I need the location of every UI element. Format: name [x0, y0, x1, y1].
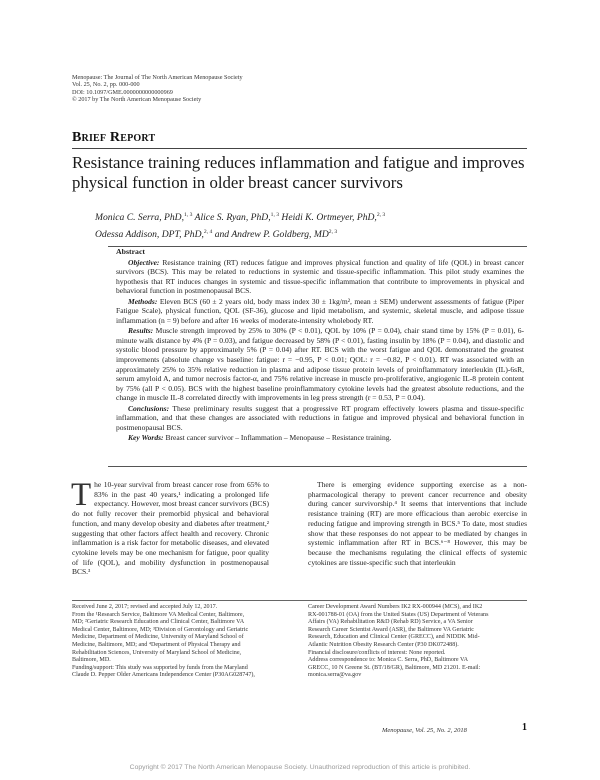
- body-text: he 10-year survival from breast cancer rose from 65% to 83% in the past 40 years,¹ indicating a prolonged life expectancy. However, most breast cancer survivors (BCS) do not fully recover their premorbid physical and behavioral function, and many develop obesity and diabetes after treatment,² suggesting that other factors affect health and recovery. Chronic inflammation is a risk factor for metabolic diseases, and elevated cytokine levels may be one mechanism for fatigue, poor quality of life (QOL), and mobility dysfunction in postmenopausal BCS.³: [72, 480, 269, 577]
- methods-label: Methods:: [128, 296, 158, 306]
- objective-text: Resistance training (RT) reduces fatigue and improves physical function and quality of life (QOL) in breast cancer survivors (BCS). This may be related to reductions in systemic and tissue-specific inflammation. This pilot study examines the hypothesis that RT induces changes in systemic and tissue-specific inflammation that contribute to improvements in physical and behavioral function in postmenopausal BCS.: [116, 257, 524, 296]
- footnote-line: MD; ²Geriatric Research Education and Clinical Center, Baltimore VA: [72, 619, 245, 626]
- abstract-keywords: [116, 433, 524, 443]
- conclusions-label: Conclusions:: [128, 403, 170, 413]
- abstract-methods: [116, 297, 524, 326]
- author-name: Alice S. Ryan, PhD,: [192, 212, 271, 224]
- footnote-line: Medicine, Baltimore, MD; and ⁴Department of Physical Therapy and: [72, 641, 241, 648]
- footnote-line: monica.serra@va.gov: [308, 672, 362, 679]
- author-name: Heidi K. Ortmeyer, PhD,: [279, 212, 377, 224]
- title-line: physical function in older breast cancer survivors: [72, 172, 403, 192]
- author-affiliation: 2, 3: [328, 229, 338, 236]
- footnote-line: Address correspondence to: Monica C. Serra, PhD, Baltimore VA: [308, 657, 469, 664]
- footnote-line: Medicine, Department of Medicine, University of Maryland School of: [72, 634, 244, 641]
- author-affiliation: 1, 3: [184, 212, 193, 218]
- divider: [72, 600, 527, 601]
- section-label: Brief Report: [72, 130, 156, 145]
- keywords-label: Key Words:: [128, 433, 164, 443]
- body-column-left: [71, 477, 269, 577]
- footnotes-right: [308, 604, 530, 680]
- footnote-line: Claude D. Pepper Older Americans Independence Center (P30AG028747),: [72, 672, 255, 679]
- journal-info-line: Vol. 25, No. 2, pp. 000-000: [72, 81, 140, 89]
- article-title: [72, 153, 532, 192]
- body-text: There is emerging evidence supporting exercise as a non- pharmacological therapy to prevent cancer recurrence and obesity during cancer survivorship.⁴ It seems that interventions that include resistance training (RT) are more efficacious than aerobic exercise in reducing fatigue and improving strength in BCS.⁵ To date, most studies show that these responses do not appear to be mediated by changes in systemic inflammation after RT in BCS.⁶⁻⁸ However, this may be because the mechanisms regulating the clinical effects of systemic cytokines are tissue-specific such that interleukin: [308, 480, 527, 567]
- footnote-line: Career Development Award Numbers IK2 RX-000944 (MCS), and IK2: [308, 604, 483, 610]
- results-text: Muscle strength improved by 25% to 30% (P < 0.01), QOL by 10% (P = 0.04), chair stand time by 15% (P = 0.01), 6-minute walk distance by 4% (P = 0.03), and fatigue decreased by 58% (P < 0.01), fasting insulin by 18% (P = 0.04), and diastolic and systolic blood pressure by approximately 5% (P = 0.04) after RT. BCS with the worst fatigue and QOL demonstrated the greatest improvements (absolute change vs baseline: fatigue: r = −0.95, P < 0.01; QOL: r = −0.82, P < 0.01). RT was associated with an approximately 25% to 35% relative reduction in plasma and adipose tissue protein levels of proinflammatory interleukin (IL)-6sR, serum amyloid A, and tumor necrosis factor-α, and 75% relative increase in muscle pro-proliferative, angiogenic IL-8 protein content by 75% (all P < 0.05). BCS with the highest baseline proinflammatory cytokine levels had the greatest absolute reductions, and the change in muscle IL-8 correlated directly with improvements in leg press strength (r = 0.53, P = 0.04).: [116, 326, 525, 403]
- abstract-heading: Abstract: [116, 247, 146, 256]
- copyright-notice: Copyright © 2017 The North American Menopause Society. Unauthorized reproduction of this article is prohibited.: [129, 764, 471, 771]
- journal-info-line: DOI: 10.1097/GME.0000000000000969: [72, 88, 173, 96]
- journal-info: [72, 74, 372, 103]
- divider: [108, 466, 527, 467]
- body-column-right: [308, 480, 527, 567]
- footnote-line: Affairs (VA) Rehabilitation R&D (Rehab RD) Service, a VA Senior: [308, 619, 473, 626]
- footnote-line: RX-001788-01 (OA) from the United States (US) Department of Veterans: [308, 611, 489, 618]
- divider: [72, 148, 527, 149]
- footer-journal: Menopause, Vol. 25, No. 2, 2018: [382, 727, 467, 734]
- footnote-line: Rehabilitation Sciences, University of Maryland School of Medicine,: [72, 649, 242, 656]
- author-affiliation: 1, 3: [270, 212, 280, 218]
- drop-cap: T: [71, 477, 92, 513]
- journal-info-line: Menopause: The Journal of The North American Menopause Society: [72, 74, 243, 81]
- footnote-line: Financial disclosure/conflicts of interest: None reported.: [308, 649, 446, 656]
- conclusions-text: These preliminary results suggest that a progressive RT program effectively lowers plasma and tissue-specific inflammation, and that these changes are associated with reductions in fatigue and improved physical and behavioral function in postmenopausal BCS.: [116, 403, 524, 432]
- footnote-line: Medical Center, Baltimore, MD; ³Division of Gerontology and Geriatric: [72, 626, 249, 633]
- objective-label: Objective:: [128, 257, 160, 267]
- footnote-line: Funding/support: This study was supported by funds from the Maryland: [72, 664, 248, 671]
- author-name: and Andrew P. Goldberg, MD: [212, 229, 329, 241]
- author-name: Odessa Addison, DPT, PhD,: [95, 229, 204, 241]
- footnote-line: Research, Education and Clinical Center (GRECC), and NIDDK Mid-: [308, 634, 480, 641]
- author-line: [95, 208, 535, 225]
- abstract-conclusions: [116, 404, 524, 433]
- author-name: Monica C. Serra, PhD,: [95, 212, 184, 224]
- abstract-results: [116, 326, 524, 402]
- page-number: 1: [522, 722, 527, 733]
- title-line: Resistance training reduces inflammation and fatigue and improves: [72, 153, 525, 172]
- footnote-line: Atlantic Nutrition Obesity Research Center (P30 DK072488).: [308, 641, 459, 648]
- footnote-line: GRECC, 10 N Greene St. (BT/18/GR), Baltimore, MD 21201. E-mail:: [308, 664, 481, 671]
- keywords-text: Breast cancer survivor – Inflammation – Menopause – Resistance training.: [165, 433, 392, 443]
- footnotes-left: [72, 604, 297, 680]
- methods-text: Eleven BCS (60 ± 2 years old, body mass index 30 ± 1kg/m², mean ± SEM) underwent assessments of fatigue (Piper Fatigue Scale), physical function, QOL (SF-36), glucose and lipid metabolism, and systemic, skeletal muscle, and adipose tissue inflammation (n = 9) before and after 16 weeks of moderate-intensity wholebody RT.: [116, 296, 524, 325]
- footnote-line: Research Career Scientist Award (ASR), the Baltimore VA Geriatric: [308, 626, 474, 633]
- author-affiliation: 2, 4: [203, 229, 213, 236]
- abstract-objective: [116, 258, 524, 296]
- results-label: Results:: [128, 326, 154, 336]
- footnote-line: From the ¹Research Service, Baltimore VA Medical Center, Baltimore,: [72, 611, 245, 618]
- journal-info-line: © 2017 by The North American Menopause Society: [72, 95, 202, 103]
- author-list: [95, 208, 535, 242]
- author-affiliation: 2, 3: [376, 212, 386, 218]
- author-line: [95, 225, 535, 242]
- footnote-line: Received June 2, 2017; revised and accepted July 12, 2017.: [72, 604, 218, 610]
- footnote-line: Baltimore, MD.: [72, 657, 111, 664]
- abstract: [116, 247, 524, 444]
